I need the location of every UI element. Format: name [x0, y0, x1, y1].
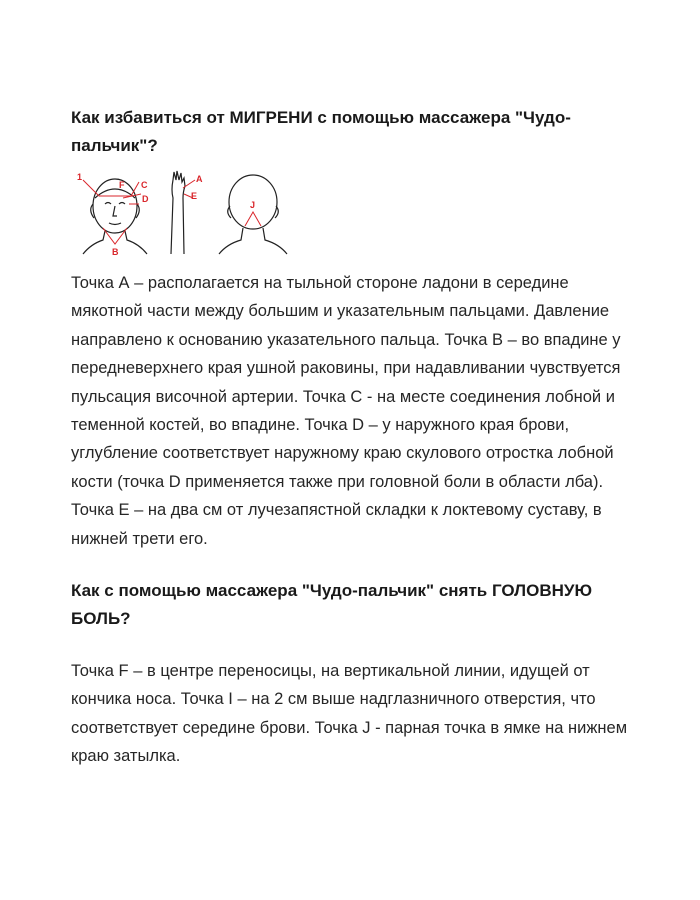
acupressure-points-illustration: [73, 168, 313, 258]
label-a: A: [196, 174, 203, 184]
article: [71, 104, 631, 771]
headache-heading: Как с помощью массажера "Чудо-пальчик" снять ГОЛОВНУЮ БОЛЬ?: [71, 581, 592, 629]
label-d: D: [142, 194, 149, 204]
label-f: F: [119, 180, 125, 190]
headache-points-text: Точка F – в центре переносицы, на вертикальной линии, идущей от кончика носа. Точка I – на 2 см выше надглазничного отверстия, что соответствует середине брови. Точка J - парная точка в ямке на нижнем краю затылка.: [71, 662, 628, 766]
back-head-figure: [219, 175, 287, 254]
label-b: B: [112, 247, 119, 257]
back-head-markers: [245, 212, 261, 226]
migraine-heading: Как избавиться от МИГРЕНИ с помощью массажера "Чудо-пальчик"?: [71, 108, 571, 155]
label-e: E: [191, 191, 198, 201]
hand-figure: [171, 171, 185, 254]
label-j: J: [250, 200, 256, 210]
label-c: C: [141, 180, 148, 190]
label-1: 1: [77, 172, 83, 182]
migraine-points-text: Точка А – располагается на тыльной стороне ладони в середине мякотной части между большим и указательным пальцами. Давление направлено к основанию указательного пальца. Точка В – во впадине у передневерхнего края ушной раковины, при надавливании чувствуется пульсация височной артерии. Точка С - на месте соединения лобной и теменной костей, во впадине. Точка D – у наружного края брови, углубление соответствует наружному краю скулового отростка лобной кости (точка D применяется также при головной боли в области лба). Точка Е – на два см от лучезапястной складки к локтевому суставу, в нижней трети его.: [71, 274, 621, 548]
